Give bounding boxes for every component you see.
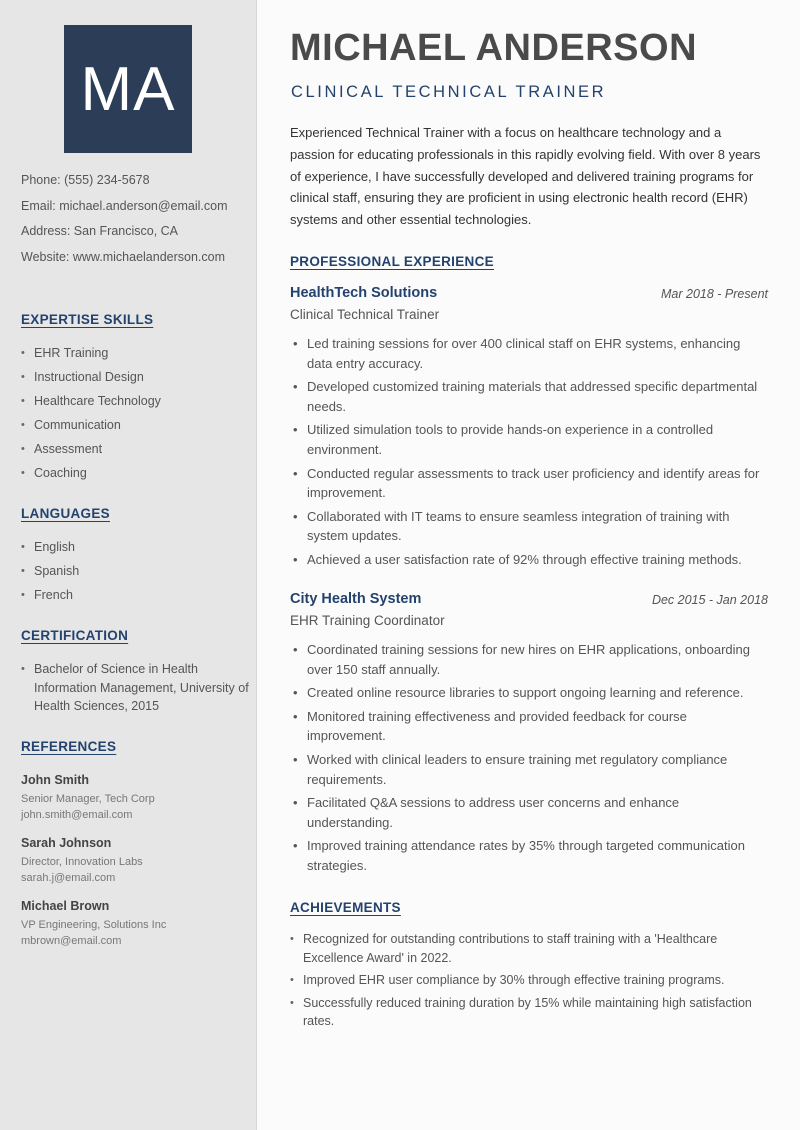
job-dates: Dec 2015 - Jan 2018 <box>651 593 768 607</box>
sidebar <box>0 0 257 1130</box>
job-role: Clinical Technical Trainer <box>290 307 440 322</box>
company-name: HealthTech Solutions <box>290 285 438 301</box>
reference-email[interactable]: sarah.j@email.com <box>21 872 116 884</box>
reference-role: Senior Manager, Tech Corp <box>21 793 155 805</box>
contact-address: Address: San Francisco, CA <box>21 224 179 238</box>
reference-entry <box>21 835 251 886</box>
job-bullet: • Achieved a user satisfaction rate of 92% through effective training methods. <box>290 550 768 570</box>
job-dates: Mar 2018 - Present <box>661 287 768 301</box>
skills-list <box>21 345 251 489</box>
reference-role: VP Engineering, Solutions Inc <box>21 919 167 931</box>
languages-list <box>21 539 251 611</box>
language-item: • French <box>21 587 251 611</box>
skill-item: • Coaching <box>21 465 251 489</box>
candidate-name: MICHAEL ANDERSON <box>290 27 698 69</box>
reference-email[interactable]: john.smith@email.com <box>21 809 133 821</box>
company-name: City Health System <box>290 591 422 607</box>
job-bullets <box>290 640 768 880</box>
certification-item: • Bachelor of Science in Health Information Management, University of Health Sciences, 2015 <box>21 660 253 716</box>
job-bullet: • Facilitated Q&A sessions to address user concerns and enhance understanding. <box>290 793 768 832</box>
achievement-item: • Recognized for outstanding contributions to staff training with a 'Healthcare Excellence Award' in 2022. <box>290 930 768 967</box>
achievement-item: • Successfully reduced training duration by 15% while maintaining high satisfaction rates. <box>290 994 768 1031</box>
contact-website[interactable]: Website: www.michaelanderson.com <box>21 249 226 264</box>
reference-name: Sarah Johnson <box>21 836 112 850</box>
job-bullet: • Worked with clinical leaders to ensure training met regulatory compliance requirements. <box>290 750 768 789</box>
job-role: EHR Training Coordinator <box>290 613 445 628</box>
job-bullet: • Improved training attendance rates by 35% through targeted communication strategies. <box>290 836 768 875</box>
contact-phone: Phone: (555) 234-5678 <box>21 173 150 187</box>
job-bullet: • Developed customized training materials that addressed specific departmental needs. <box>290 377 768 416</box>
language-item: • English <box>21 539 251 563</box>
languages-heading: LANGUAGES <box>21 506 110 521</box>
contact-email[interactable]: Email: michael.anderson@email.com <box>21 198 228 213</box>
achievements-heading: ACHIEVEMENTS <box>290 900 401 915</box>
achievement-item: • Improved EHR user compliance by 30% through effective training programs. <box>290 971 768 990</box>
skill-item: • Healthcare Technology <box>21 393 251 417</box>
job-bullet: • Created online resource libraries to support ongoing learning and reference. <box>290 683 768 703</box>
certification-heading: CERTIFICATION <box>21 628 129 643</box>
reference-entry <box>21 898 251 949</box>
references-heading: REFERENCES <box>21 739 117 754</box>
experience-heading: PROFESSIONAL EXPERIENCE <box>290 254 494 269</box>
job-bullets <box>290 334 768 574</box>
reference-entry <box>21 772 251 823</box>
language-item: • Spanish <box>21 563 251 587</box>
job-bullet: • Coordinated training sessions for new hires on EHR applications, onboarding over 150 staff annually. <box>290 640 768 679</box>
skills-heading: EXPERTISE SKILLS <box>21 312 154 327</box>
reference-name: Michael Brown <box>21 899 110 913</box>
reference-name: John Smith <box>21 773 90 787</box>
profile-summary: Experienced Technical Trainer with a focus on healthcare technology and a passion for educating professionals in this rapidly evolving field. With over 8 years of experience, I have successfully developed and delivered training programs for clinical staff, ensuring they are proficient in using electronic health record (EHR) systems and other essential technologies. <box>290 125 761 228</box>
job-bullet: • Utilized simulation tools to provide hands-on experience in a controlled environment. <box>290 420 768 459</box>
contact-info <box>21 172 251 274</box>
skill-item: • EHR Training <box>21 345 251 369</box>
skill-item: • Instructional Design <box>21 369 251 393</box>
job-bullet: • Monitored training effectiveness and provided feedback for course improvement. <box>290 707 768 746</box>
skill-item: • Assessment <box>21 441 251 465</box>
skill-item: • Communication <box>21 417 251 441</box>
reference-email[interactable]: mbrown@email.com <box>21 935 122 947</box>
reference-role: Director, Innovation Labs <box>21 856 143 868</box>
monogram-logo: MA <box>64 25 192 153</box>
job-title: CLINICAL TECHNICAL TRAINER <box>291 83 607 101</box>
achievements-list <box>290 930 768 1035</box>
job-bullet: • Collaborated with IT teams to ensure seamless integration of training with system updates. <box>290 507 768 546</box>
job-bullet: • Led training sessions for over 400 clinical staff on EHR systems, enhancing data entry accuracy. <box>290 334 768 373</box>
job-bullet: • Conducted regular assessments to track user proficiency and identify areas for improvement. <box>290 464 768 503</box>
